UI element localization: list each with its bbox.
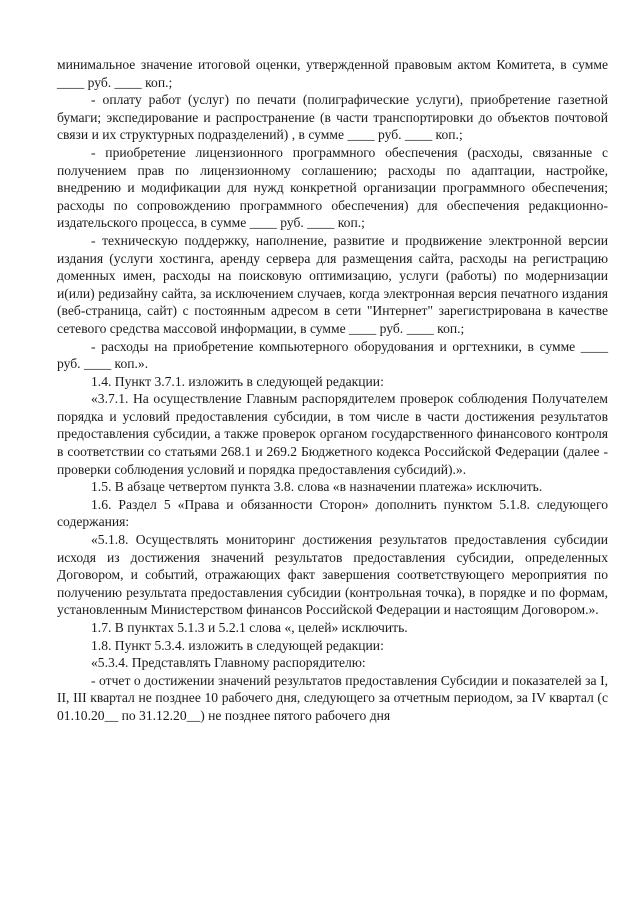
clause-5-3-4: «5.3.4. Представлять Главному распорядителю: bbox=[91, 655, 366, 671]
list-item-report: - отчет о достижении значений результатов предоставления Субсидии и показателей за I, II, III квартал не позднее 10 рабочего дня, следующего за отчетным периодом, за IV квартал (с 01.10.20__ по 31.12.20__) не позднее пятого рабочего дня bbox=[57, 672, 608, 723]
clause-1-6: 1.6. Раздел 5 «Права и обязанности Сторон» дополнить пунктом 5.1.8. следующего содержания: bbox=[57, 496, 608, 530]
clause-1-5: 1.5. В абзаце четвертом пункта 3.8. слова «в назначении платежа» исключить. bbox=[91, 479, 543, 495]
list-item-equipment: - расходы на приобретение компьютерного оборудования и оргтехники, в сумме ____ руб. ____ коп.». bbox=[57, 338, 608, 372]
list-item-printing: - оплату работ (услуг) по печати (полиграфические услуги), приобретение газетной бумаги; экспедирование и распространение (в части транспортировки до объектов почтовой связи и их структурных подразделений) , в сумме ____ руб. ____ коп.; bbox=[57, 92, 608, 143]
list-item-electronic-version: - техническую поддержку, наполнение, развитие и продвижение электронной версии издания (услуги хостинга, аренду сервера для размещения сайта, расходы на регистрацию доменных имен, расходы на поисковую оптимизацию, услуги (работы) по модернизации и(или) редизайну сайта, за исключением случаев, когда электронная версия печатного издания (веб-страница, сайт) с постоянным адресом в сети "Интернет" зарегистрирована в качестве сетевого средства массовой информации, в сумме ____ руб. ____ коп.; bbox=[57, 232, 608, 336]
clause-3-7-1: «3.7.1. На осуществление Главным распорядителем проверок соблюдения Получателем порядка и условий предоставления субсидии, в том числе в части достижения результатов предоставления субсидии, а также проверок органом государственного финансового контроля в соответствии со статьями 268.1 и 269.2 Бюджетного кодекса Российской Федерации (далее - проверки соблюдения условий и порядка предоставления субсидий).». bbox=[57, 391, 608, 477]
clause-1-7: 1.7. В пунктах 5.1.3 и 5.2.1 слова «, целей» исключить. bbox=[91, 620, 408, 635]
clause-1-8: 1.8. Пункт 5.3.4. изложить в следующей редакции: bbox=[91, 637, 384, 653]
document-page bbox=[57, 56, 608, 725]
clause-5-1-8: «5.1.8. Осуществлять мониторинг достижения результатов предоставления субсидии исходя из достижения значений результатов предоставления субсидии, определенных Договором, и событий, отражающих факт завершения соответствующего мероприятия по получению результата предоставления субсидии (контрольная точка), в порядке и по формам, установленным Министерством финансов Российской Федерации и настоящим Договором.». bbox=[57, 532, 608, 618]
clause-1-4: 1.4. Пункт 3.7.1. изложить в следующей редакции: bbox=[91, 373, 384, 389]
paragraph-continuation: минимальное значение итоговой оценки, утвержденной правовым актом Комитета, в сумме ____ руб. ____ коп.; bbox=[57, 57, 608, 90]
list-item-software: - приобретение лицензионного программного обеспечения (расходы, связанные с получением прав по лицензионному соглашению; расходы по адаптации, настройке, внедрению и модификации для нужд конкретной организации программного обеспечения; расходы по сопровождению программного обеспечения) для обеспечения редакционно-издательского процесса, в сумме ____ руб. ____ коп.; bbox=[57, 144, 608, 231]
